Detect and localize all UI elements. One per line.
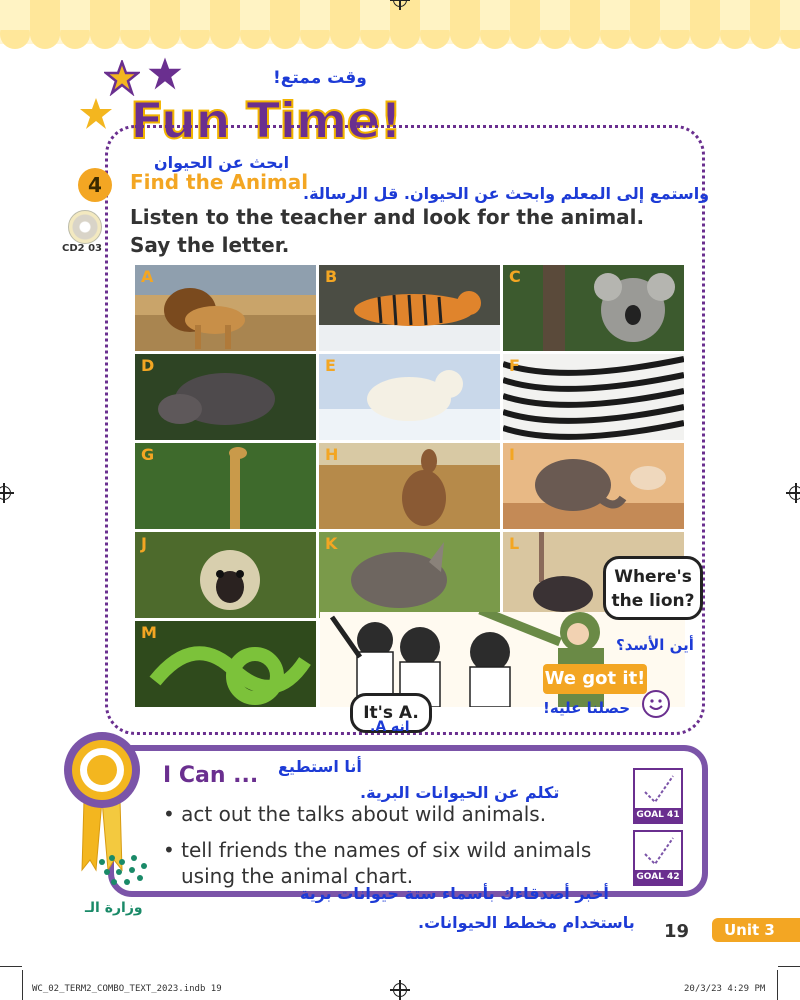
photo-rhino[interactable] (319, 532, 500, 618)
polar-bear-picture (319, 354, 500, 440)
photo-letter: E (325, 356, 336, 375)
smiley-face (644, 692, 668, 716)
star-icon (148, 57, 182, 91)
crop-mark (22, 970, 23, 1000)
cd-track-label: CD2 03 (62, 243, 102, 254)
answer-arabic: انه A. (370, 719, 410, 735)
photo-polar-bear[interactable] (319, 354, 500, 440)
star-icon (104, 60, 140, 96)
ministry-text: وزارة الـ (85, 900, 143, 916)
page-number: 19 (664, 921, 690, 942)
title-arabic: وقت ممتع! (273, 68, 367, 88)
footer-date: 20/3/23 4:29 PM (684, 984, 766, 994)
i-can-item2-text: tell friends the names of six wild animals (181, 838, 592, 862)
i-can-item-2 (163, 838, 591, 862)
monkey-picture (135, 532, 316, 618)
registration-mark-bottom (393, 983, 407, 997)
crop-mark (777, 970, 778, 1000)
smiley-icon (642, 690, 670, 718)
photo-letter: J (141, 534, 147, 553)
i-can-title-arabic: أنا استطيع (278, 757, 362, 776)
instruction-line-1: Listen to the teacher and look for the animal. (130, 205, 645, 229)
snake-picture (135, 621, 316, 707)
check-icon (635, 832, 681, 872)
lion-picture (135, 265, 316, 351)
bullet-dot: • (163, 838, 182, 862)
answer-text: It's A. (363, 703, 419, 723)
activity-number: 4 (78, 168, 112, 202)
photo-letter: B (325, 267, 338, 286)
star-icon (78, 96, 114, 132)
bullet-dot: • (163, 802, 182, 826)
speech-bubble-question (603, 556, 703, 620)
i-can-title: I Can ... (163, 763, 259, 788)
photo-tiger[interactable] (319, 265, 500, 351)
rhino-picture (319, 532, 500, 618)
goal-41-label: GOAL 41 (636, 810, 680, 820)
scallop-edge (0, 30, 800, 52)
goal-42-checkbox[interactable] (633, 830, 683, 886)
giraffe-picture (135, 443, 316, 529)
photo-hippo[interactable] (135, 354, 316, 440)
hippo-picture (135, 354, 316, 440)
photo-letter: G (141, 445, 155, 464)
got-it-arabic: حصلنا عليه! (543, 699, 631, 717)
goal-42-label: GOAL 42 (636, 872, 680, 882)
photo-giraffe[interactable] (135, 443, 316, 529)
registration-mark-left (0, 486, 11, 500)
i-can-item2-arabic-1: أخبر أصدقاءك بأسماء ستة حيوانات برية (300, 884, 609, 903)
i-can-item-2-continued: using the animal chart. (181, 864, 414, 888)
photo-letter: K (325, 534, 338, 553)
cd-icon[interactable] (68, 210, 102, 244)
crop-mark (778, 966, 800, 967)
photo-letter: D (141, 356, 155, 375)
i-can-item-1 (163, 802, 546, 826)
photo-letter: C (509, 267, 521, 286)
unit-tab: Unit 3 (712, 918, 800, 942)
tiger-picture (319, 265, 500, 351)
question-text: Where's the lion? (611, 567, 695, 611)
kangaroo-picture (319, 443, 500, 529)
question-arabic: أين الأسد؟ (616, 636, 694, 654)
footer-filename: WC_02_TERM2_COMBO_TEXT_2023.indb 19 (32, 984, 222, 994)
photo-koala[interactable] (503, 265, 684, 351)
page-title: Fun Time! (130, 92, 402, 150)
photo-lion[interactable] (135, 265, 316, 351)
activity-title: Find the Animal (130, 170, 309, 194)
zebra-picture (503, 354, 684, 440)
photo-letter: L (509, 534, 520, 553)
photo-snake[interactable] (135, 621, 316, 707)
got-it-banner: We got it! (543, 664, 647, 694)
koala-picture (503, 265, 684, 351)
photo-letter: I (509, 445, 515, 464)
i-can-item2-arabic-2: باستخدام مخطط الحيوانات. (418, 913, 635, 932)
photo-elephant[interactable] (503, 443, 684, 529)
photo-letter: F (509, 356, 520, 375)
photo-kangaroo[interactable] (319, 443, 500, 529)
crop-mark (0, 966, 22, 967)
elephant-picture (503, 443, 684, 529)
photo-letter: A (141, 267, 154, 286)
instruction-arabic: واستمع إلى المعلم وابحث عن الحيوان. قل الرسالة. (303, 184, 710, 203)
activity-title-arabic: ابحث عن الحيوان (154, 153, 290, 172)
i-can-item1-text: act out the talks about wild animals. (181, 802, 547, 826)
ministry-logo-icon (92, 852, 182, 902)
registration-mark-right (789, 486, 800, 500)
photo-letter: H (325, 445, 339, 464)
photo-zebra[interactable] (503, 354, 684, 440)
check-icon (635, 770, 681, 810)
instruction-line-2: Say the letter. (130, 233, 290, 257)
photo-monkey[interactable] (135, 532, 316, 618)
photo-letter: M (141, 623, 157, 642)
i-can-item1-arabic: تكلم عن الحيوانات البرية. (360, 783, 560, 802)
goal-41-checkbox[interactable] (633, 768, 683, 824)
